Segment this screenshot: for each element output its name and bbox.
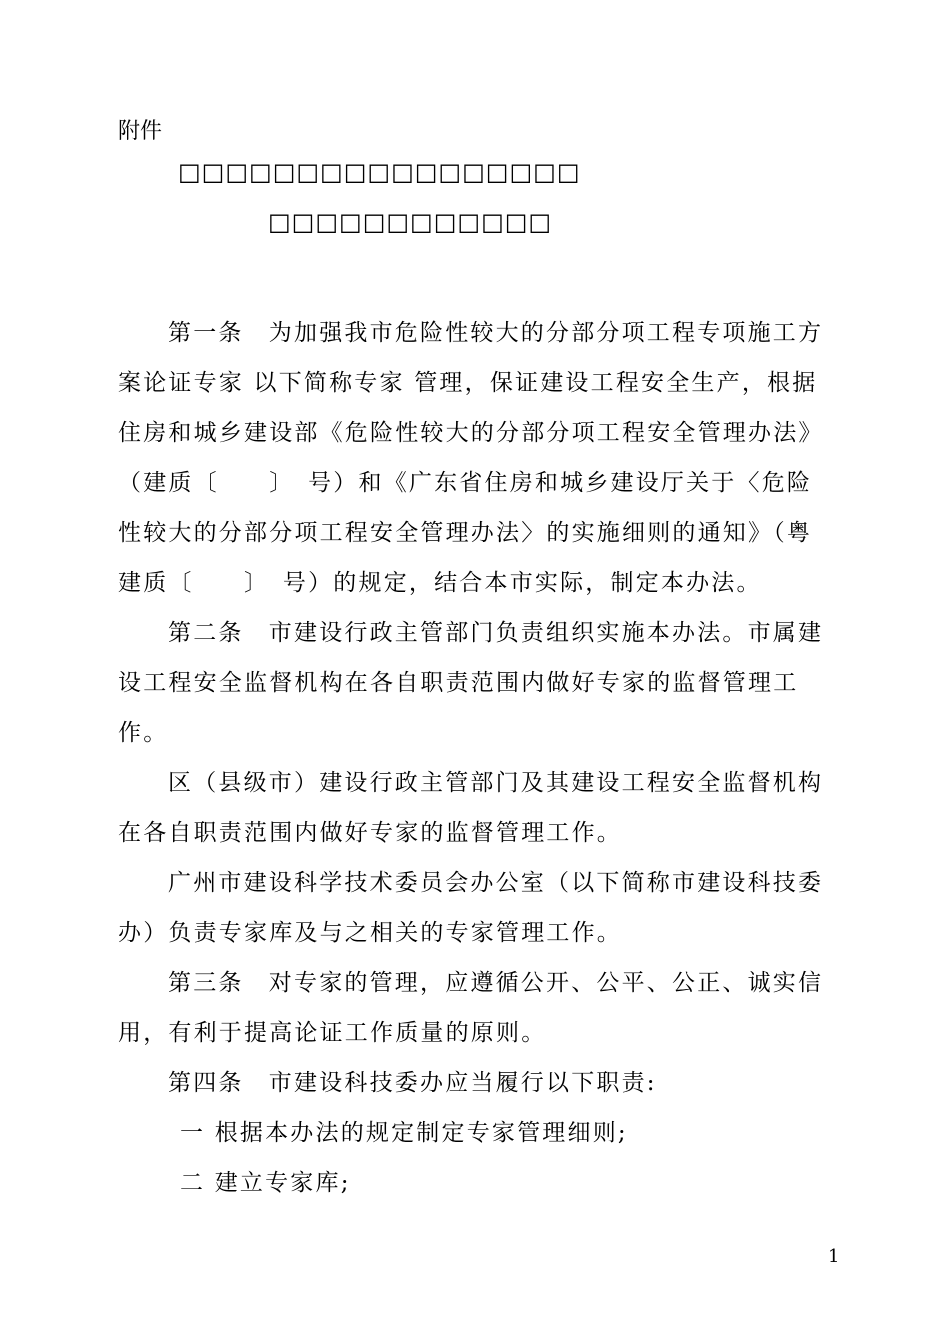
article-1-line-3: 住房和城乡建设部《危险性较大的分部分项工程安全管理办法》 [118,420,824,446]
annex-label: 附件 [118,119,163,144]
article-4-line-1: 第四条 市建设科技委办应当履行以下职责: [168,1070,657,1096]
paragraph-district-line-1: 区（县级市）建设行政主管部门及其建设工程安全监督机构 [168,770,824,796]
article-1-line-2: 案论证专家 以下简称专家 管理，保证建设工程安全生产，根据 [118,370,818,396]
article-2-line-2: 设工程安全监督机构在各自职责范围内做好专家的监督管理工 [118,670,799,696]
paragraph-committee-line-2: 办）负责专家库及与之相关的专家管理工作。 [118,920,622,946]
article-1-line-6: 建质〔 〕 号）的规定，结合本市实际，制定本办法。 [118,570,762,596]
article-4-item-2: 二 建立专家库; [180,1170,351,1196]
article-2-line-1: 第二条 市建设行政主管部门负责组织实施本办法。市属建 [168,620,824,646]
article-1-line-1: 第一条 为加强我市危险性较大的分部分项工程专项施工方 [168,320,824,346]
paragraph-district-line-2: 在各自职责范围内做好专家的监督管理工作。 [118,820,622,846]
article-3-line-2: 用，有利于提高论证工作质量的原则。 [118,1020,547,1046]
document-title-line-1: □□□□□□□□□□□□□□□□□ [178,158,581,186]
page-number: 1 [828,1246,840,1267]
article-1-line-5: 性较大的分部分项工程安全管理办法〉的实施细则的通知》（粤 [118,520,813,546]
article-2-line-3: 作。 [118,720,169,746]
article-1-line-4: （建质〔 〕 号）和《广东省住房和城乡建设厅关于〈危险 [118,470,813,496]
article-3-line-1: 第三条 对专家的管理，应遵循公开、公平、公正、诚实信 [168,970,824,996]
document-title-line-2: □□□□□□□□□□□□ [268,208,553,236]
article-4-item-1: 一 根据本办法的规定制定专家管理细则; [180,1120,628,1146]
paragraph-committee-line-1: 广州市建设科学技术委员会办公室（以下简称市建设科技委 [168,870,824,896]
